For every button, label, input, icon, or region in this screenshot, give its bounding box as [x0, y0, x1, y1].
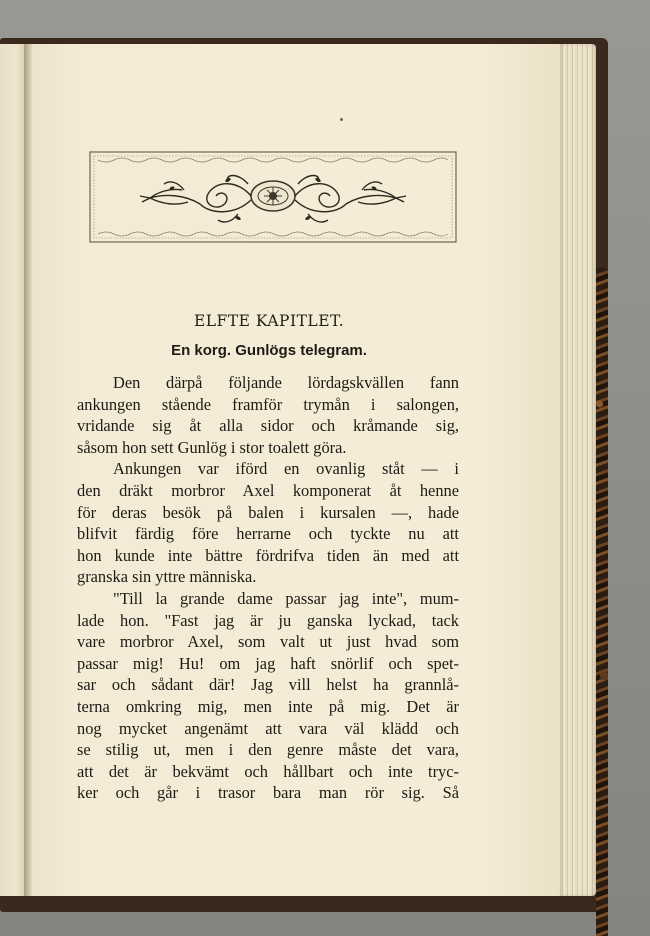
text-line: terna omkring mig, men inte på mig. Det är [77, 696, 459, 716]
text-line: hon kunde inte bättre fördrifva tiden än med att [77, 545, 459, 565]
text-line: se stilig ut, men i den genre måste det vara, [77, 740, 459, 760]
text-line: Den därpå följande lördagskvällen fann [113, 373, 459, 392]
text-line: lade hon. "Fast jag är ju ganska lyckad, tack [77, 610, 459, 630]
text-line: Ankungen var iförd en ovanlig ståt — i [113, 459, 459, 479]
text-line: vare morbror Axel, som valt ut just hvad som [77, 632, 459, 652]
text-line: för deras besök på balen i kursalen —, hade [77, 502, 459, 522]
book-page [32, 44, 560, 896]
text-line: passar mig! Hu! om jag haft snörlif och spet- [77, 653, 459, 673]
text-line: ankungen stående framför trymån i salongen, [77, 394, 459, 414]
text-line: vridande sig åt alla sidor och kråmande sig, [77, 416, 459, 436]
text-line: sar och sådant där! Jag vill helst ha grannlå- [77, 675, 459, 695]
text-line: den dräkt morbror Axel komponerat åt henne [77, 480, 459, 500]
ornamental-headpiece-icon [88, 150, 458, 244]
text-line: ker och går i trasor bara man rör sig. Så [77, 783, 459, 803]
text-line: blifvit färdig före herrarne och tyckte nu att [77, 524, 459, 544]
text-line: nog mycket angenämt att vara väl klädd och [77, 718, 459, 738]
text-line: att det är bekvämt och hållbart och inte tryc- [77, 761, 459, 781]
text-line: såsom hon sett Gunlög i stor toalett göra. [77, 437, 347, 457]
text-line: granska sin yttre människa. [77, 567, 257, 587]
page-speck [340, 118, 343, 121]
left-page-edge [0, 44, 27, 896]
marbled-edge [596, 268, 608, 936]
chapter-title: ELFTE KAPITLET. [193, 312, 345, 330]
body-text [77, 372, 459, 804]
text-line: "Till la grande dame passar jag inte", mum- [113, 588, 459, 608]
chapter-subtitle: En korg. Gunlögs telegram. [171, 342, 367, 359]
